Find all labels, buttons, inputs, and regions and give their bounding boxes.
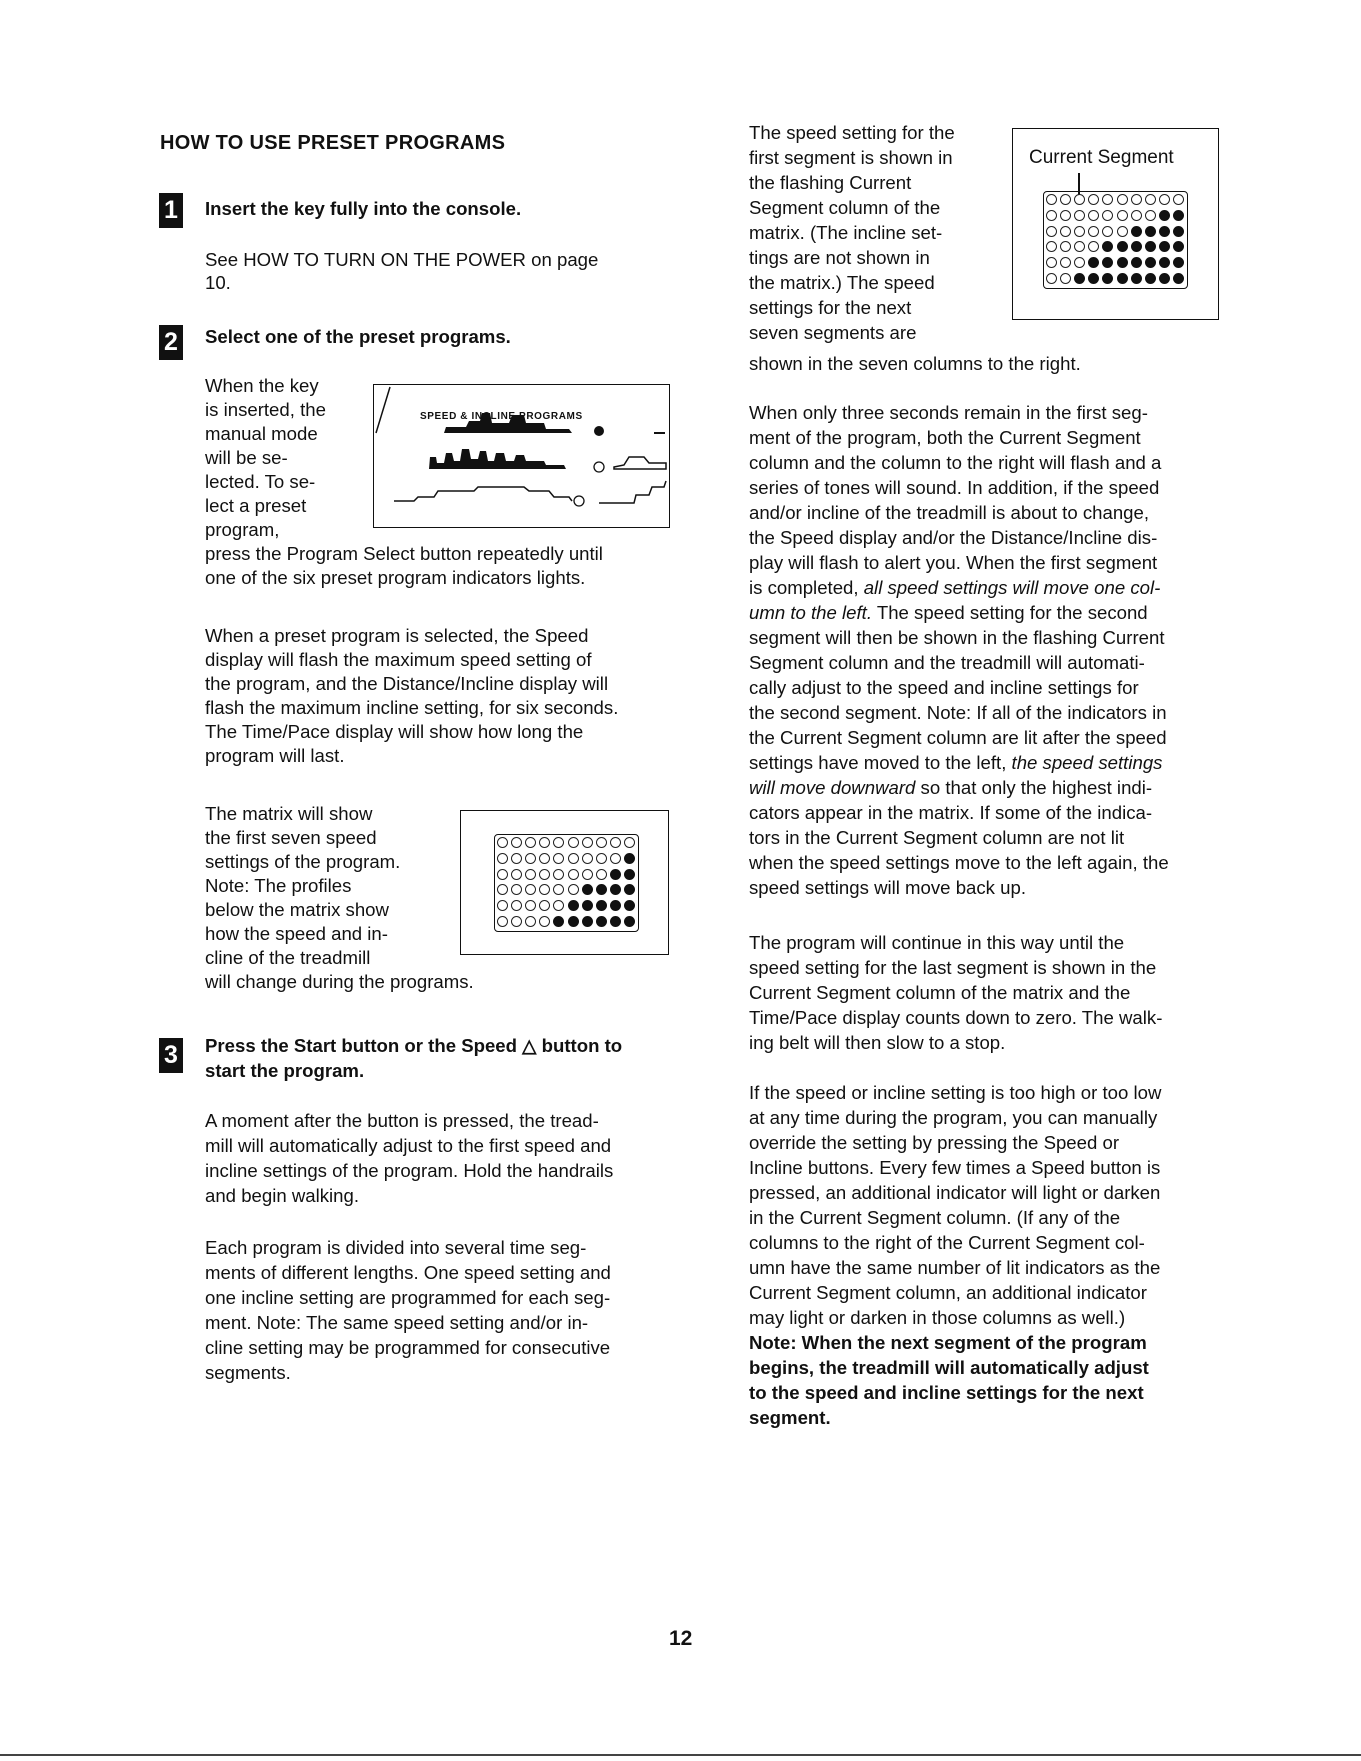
matrix-indicator-unlit [539,884,550,895]
step-2-p2-line: program will last. [205,745,345,766]
matrix-indicator-unlit [1046,273,1057,284]
matrix-indicator-lit [1131,226,1142,237]
right-p2-line [749,777,1152,800]
step-3-p2-line: one incline setting are programmed for each seg- [205,1287,611,1308]
matrix-indicator-unlit [1074,210,1085,221]
matrix-indicator-unlit [1060,210,1071,221]
right-p4-line: may light or darken in those columns as well.) [749,1307,1126,1328]
step-2-p1-line: press the Program Select button repeatedly until [205,543,603,564]
step-1-badge: 1 [159,193,183,228]
matrix-indicator-lit [568,916,579,927]
step-3-heading-line-1: Press the Start button or the Speed △ button to [205,1035,623,1056]
step-2-p3-line: will change during the programs. [205,971,474,992]
matrix-indicator-lit [1159,257,1170,268]
matrix-indicator-unlit [1088,241,1099,252]
matrix-indicator-lit [1088,257,1099,268]
matrix-indicator-unlit [1088,194,1099,205]
matrix-indicator-lit [1131,273,1142,284]
matrix-indicator-unlit [525,884,536,895]
matrix-illustration [460,810,669,955]
right-p2-text: is completed, [749,577,864,598]
matrix-indicator-unlit [1046,210,1057,221]
matrix-indicator-unlit [525,916,536,927]
matrix-indicator-lit [596,900,607,911]
current-segment-illustration [1012,128,1219,320]
right-p2-italic: the speed settings [1011,752,1163,773]
step-2-p3-line: settings of the program. [205,851,401,872]
matrix-indicator-unlit [582,869,593,880]
right-p2-italic: umn to the left. [749,602,872,623]
right-p4-line: columns to the right of the Current Segment col- [749,1232,1145,1253]
matrix-indicator-unlit [511,869,522,880]
matrix-indicator-lit [610,884,621,895]
matrix-indicator-unlit [1145,210,1156,221]
matrix-indicator-unlit [553,884,564,895]
matrix-indicator-lit [582,900,593,911]
matrix-indicator-unlit [610,853,621,864]
matrix-indicator-lit [553,916,564,927]
step-2-badge: 2 [159,325,183,360]
matrix-indicator-unlit [1088,226,1099,237]
matrix-indicator-unlit [553,900,564,911]
matrix-indicator-unlit [1060,241,1071,252]
matrix-indicator-unlit [1117,194,1128,205]
right-p2-line: column and the column to the right will flash and a [749,452,1162,473]
note-line: Note: When the next segment of the program [749,1332,1147,1353]
right-p2-line [749,577,1160,600]
matrix-indicator-lit [1117,241,1128,252]
right-p3-line: Time/Pace display counts down to zero. The walk- [749,1007,1163,1028]
right-p1-line: shown in the seven columns to the right. [749,353,1081,374]
matrix-indicator-lit [610,900,621,911]
section-title: HOW TO USE PRESET PROGRAMS [160,132,506,154]
right-p2-text: The speed setting for the second [872,602,1148,623]
matrix-indicator-lit [1173,210,1184,221]
matrix-indicator-unlit [1046,226,1057,237]
matrix-indicator-unlit [539,869,550,880]
matrix-indicator-lit [624,916,635,927]
matrix-indicator-lit [610,916,621,927]
matrix-indicator-lit [1159,226,1170,237]
program-panel-illustration [373,384,670,528]
matrix-indicator-lit [1074,273,1085,284]
step-3-p1-line: A moment after the button is pressed, the tread- [205,1110,599,1131]
matrix-indicator-unlit [497,900,508,911]
matrix-indicator-unlit [511,884,522,895]
step-3-p2-line: ments of different lengths. One speed setting and [205,1262,611,1283]
right-p4-line: in the Current Segment column. (If any of the [749,1207,1121,1228]
matrix-indicator-unlit [497,916,508,927]
right-p1-line: The speed setting for the [749,122,955,143]
matrix-indicator-lit [1145,273,1156,284]
step-3-p1-line: mill will automatically adjust to the first speed and [205,1135,612,1156]
matrix-indicator-unlit [525,869,536,880]
right-p2-line: the Speed display and/or the Distance/Incline dis- [749,527,1158,548]
right-p2-line: segment will then be shown in the flashing Current [749,627,1165,648]
matrix-indicator-lit [1102,241,1113,252]
matrix-indicator-unlit [539,900,550,911]
step-2-p3-line: below the matrix show [205,899,389,920]
step-3-p2-line: cline setting may be programmed for consecutive [205,1337,611,1358]
matrix-indicator-unlit [568,884,579,895]
matrix-indicator-unlit [553,853,564,864]
matrix-indicator-unlit [1060,226,1071,237]
matrix-indicator-unlit [511,900,522,911]
matrix-indicator-unlit [553,869,564,880]
right-p1-line: matrix. (The incline set- [749,222,943,243]
step-2-p2-line: the program, and the Distance/Incline display will [205,673,609,694]
matrix-indicator-unlit [497,837,508,848]
right-p2-text: settings have moved to the left, [749,752,1012,773]
step-2-p1-line: manual mode [205,423,318,444]
matrix-indicator-unlit [1117,226,1128,237]
matrix-indicator-lit [582,884,593,895]
step-3-p2-line: Each program is divided into several time seg- [205,1237,587,1258]
right-p1-line: first segment is shown in [749,147,953,168]
program-indicator-unlit [594,462,604,472]
program-profiles-graphic [374,385,668,526]
step-2-p1-line: lected. To se- [205,471,316,492]
right-p4-line: pressed, an additional indicator will light or darken [749,1182,1161,1203]
matrix-indicator-unlit [1145,194,1156,205]
right-p2-line: when the speed settings move to the left again, the [749,852,1169,873]
matrix-indicator-lit [1145,257,1156,268]
right-p2-text: so that only the highest indi- [915,777,1153,798]
matrix-indicator-unlit [497,884,508,895]
step-2-p1-line: When the key [205,375,319,396]
note-line: to the speed and incline settings for the next [749,1382,1144,1403]
right-p1-line: seven segments are [749,322,917,343]
right-p2-line: and/or incline of the treadmill is about to change, [749,502,1150,523]
matrix-indicator-unlit [1102,226,1113,237]
matrix-indicator-lit [1145,241,1156,252]
matrix-indicator-unlit [1060,194,1071,205]
matrix-indicator-unlit [1074,257,1085,268]
right-p3-line: ing belt will then slow to a stop. [749,1032,1006,1053]
speed-matrix [494,834,639,932]
right-p2-line: cators appear in the matrix. If some of the indica- [749,802,1153,823]
step-2-p3-line: cline of the treadmill [205,947,371,968]
matrix-indicator-unlit [1117,210,1128,221]
matrix-indicator-lit [1145,226,1156,237]
matrix-indicator-unlit [497,869,508,880]
step-3-heading-line-2: start the program. [205,1060,365,1081]
step-2-p3-line: the first seven speed [205,827,377,848]
right-p3-line: speed setting for the last segment is shown in the [749,957,1157,978]
step-3-p2-line: segments. [205,1362,291,1383]
matrix-indicator-unlit [539,916,550,927]
step-1-line-2: 10. [205,272,231,293]
step-2-heading: Select one of the preset programs. [205,326,511,347]
right-p2-italic: will move downward [749,777,916,798]
matrix-indicator-unlit [582,837,593,848]
step-2-p2-line: display will flash the maximum speed setting of [205,649,592,670]
matrix-indicator-lit [1131,257,1142,268]
matrix-indicator-lit [596,916,607,927]
right-p2-line [749,602,1148,625]
matrix-indicator-unlit [624,837,635,848]
matrix-indicator-lit [1117,273,1128,284]
right-p2-line: play will flash to alert you. When the first segment [749,552,1158,573]
matrix-indicator-lit [1159,273,1170,284]
right-p4-line: Current Segment column, an additional indicator [749,1282,1147,1303]
matrix-indicator-lit [610,869,621,880]
right-p1-line: settings for the next [749,297,912,318]
matrix-indicator-lit [1102,273,1113,284]
matrix-indicator-unlit [1173,194,1184,205]
note-line: segment. [749,1407,831,1428]
step-2-p2-line: When a preset program is selected, the Speed [205,625,589,646]
matrix-indicator-unlit [539,837,550,848]
step-2-p3-line: Note: The profiles [205,875,352,896]
page-number: 12 [669,1627,693,1650]
matrix-indicator-lit [1159,210,1170,221]
matrix-indicator-unlit [511,916,522,927]
step-2-p3-line: The matrix will show [205,803,373,824]
matrix-indicator-lit [1173,257,1184,268]
matrix-indicator-lit [1173,226,1184,237]
right-p2-line: speed settings will move back up. [749,877,1026,898]
right-p2-line: series of tones will sound. In addition, if the speed [749,477,1160,498]
step-2-p1-line: program, [205,519,280,540]
current-segment-matrix [1043,191,1188,289]
matrix-indicator-lit [596,884,607,895]
right-p2-line: When only three seconds remain in the first seg- [749,402,1148,423]
panel-label: SPEED & INCLINE PROGRAMS [420,411,583,422]
right-p3-line: Current Segment column of the matrix and the [749,982,1131,1003]
matrix-indicator-unlit [511,837,522,848]
program-indicator-lit [594,426,604,436]
matrix-indicator-unlit [1060,273,1071,284]
matrix-indicator-unlit [1074,226,1085,237]
right-p4-line: override the setting by pressing the Speed or [749,1132,1120,1153]
note-line: begins, the treadmill will automatically adjust [749,1357,1149,1378]
step-3-badge: 3 [159,1038,183,1073]
step-3-p2-line: ment. Note: The same speed setting and/or in- [205,1312,589,1333]
matrix-indicator-unlit [511,853,522,864]
step-2-p1-line: is inserted, the [205,399,326,420]
matrix-indicator-lit [1102,257,1113,268]
matrix-indicator-unlit [1088,210,1099,221]
page-bottom-edge [0,1754,1361,1756]
right-p1-line: tings are not shown in [749,247,930,268]
matrix-indicator-lit [582,916,593,927]
matrix-indicator-lit [624,853,635,864]
matrix-indicator-unlit [497,853,508,864]
matrix-indicator-unlit [1074,241,1085,252]
matrix-indicator-unlit [1102,210,1113,221]
matrix-indicator-unlit [596,869,607,880]
right-p2-line: ment of the program, both the Current Segment [749,427,1141,448]
matrix-indicator-unlit [1060,257,1071,268]
step-2-p1-line: lect a preset [205,495,307,516]
matrix-indicator-lit [624,900,635,911]
step-2-p1-line: will be se- [205,447,288,468]
matrix-indicator-unlit [568,837,579,848]
matrix-indicator-unlit [1074,194,1085,205]
matrix-indicator-unlit [568,853,579,864]
step-3-p1-line: incline settings of the program. Hold the handrails [205,1160,614,1181]
right-p4-line: Incline buttons. Every few times a Speed button is [749,1157,1161,1178]
right-p2-line: cally adjust to the speed and incline settings for [749,677,1139,698]
matrix-indicator-unlit [596,837,607,848]
right-p2-line: Segment column and the treadmill will automati- [749,652,1145,673]
step-2-p2-line: The Time/Pace display will show how long the [205,721,584,742]
step-2-p2-line: flash the maximum incline setting, for six seconds. [205,697,619,718]
matrix-indicator-unlit [1131,194,1142,205]
step-1-line-1: See HOW TO TURN ON THE POWER on page [205,249,599,270]
matrix-indicator-lit [624,869,635,880]
right-p1-line: the matrix.) The speed [749,272,935,293]
matrix-indicator-lit [1117,257,1128,268]
matrix-indicator-unlit [539,853,550,864]
matrix-indicator-unlit [1046,194,1057,205]
matrix-indicator-unlit [568,869,579,880]
matrix-indicator-unlit [525,900,536,911]
step-1-heading: Insert the key fully into the console. [205,198,522,219]
right-p3-line: The program will continue in this way until the [749,932,1125,953]
matrix-indicator-unlit [553,837,564,848]
matrix-indicator-unlit [1046,257,1057,268]
right-p4-line: If the speed or incline setting is too high or too low [749,1082,1162,1103]
right-p2-line: tors in the Current Segment column are not lit [749,827,1125,848]
matrix-indicator-unlit [596,853,607,864]
step-3-p1-line: and begin walking. [205,1185,360,1206]
right-p1-line: Segment column of the [749,197,941,218]
matrix-indicator-unlit [525,837,536,848]
matrix-indicator-unlit [610,837,621,848]
matrix-indicator-unlit [1102,194,1113,205]
matrix-indicator-unlit [1131,210,1142,221]
matrix-indicator-lit [1159,241,1170,252]
step-2-p3-line: how the speed and in- [205,923,388,944]
program-indicator-unlit [574,496,584,506]
right-p1-line: the flashing Current [749,172,912,193]
right-p4-line: at any time during the program, you can manually [749,1107,1158,1128]
matrix-indicator-unlit [1159,194,1170,205]
matrix-indicator-lit [624,884,635,895]
matrix-indicator-lit [568,900,579,911]
current-segment-label: Current Segment [1029,147,1174,168]
right-p2-line [749,752,1162,775]
right-p2-line: the Current Segment column are lit after the speed [749,727,1167,748]
step-2-p1-line: one of the six preset program indicators lights. [205,567,586,588]
matrix-indicator-lit [1173,241,1184,252]
matrix-indicator-unlit [582,853,593,864]
right-p4-line: umn have the same number of lit indicators as the [749,1257,1161,1278]
right-p2-italic: all speed settings will move one col- [863,577,1161,598]
matrix-indicator-unlit [1046,241,1057,252]
right-p2-line: the second segment. Note: If all of the indicators in [749,702,1167,723]
matrix-indicator-lit [1131,241,1142,252]
matrix-indicator-unlit [525,853,536,864]
matrix-indicator-lit [1173,273,1184,284]
matrix-indicator-lit [1088,273,1099,284]
